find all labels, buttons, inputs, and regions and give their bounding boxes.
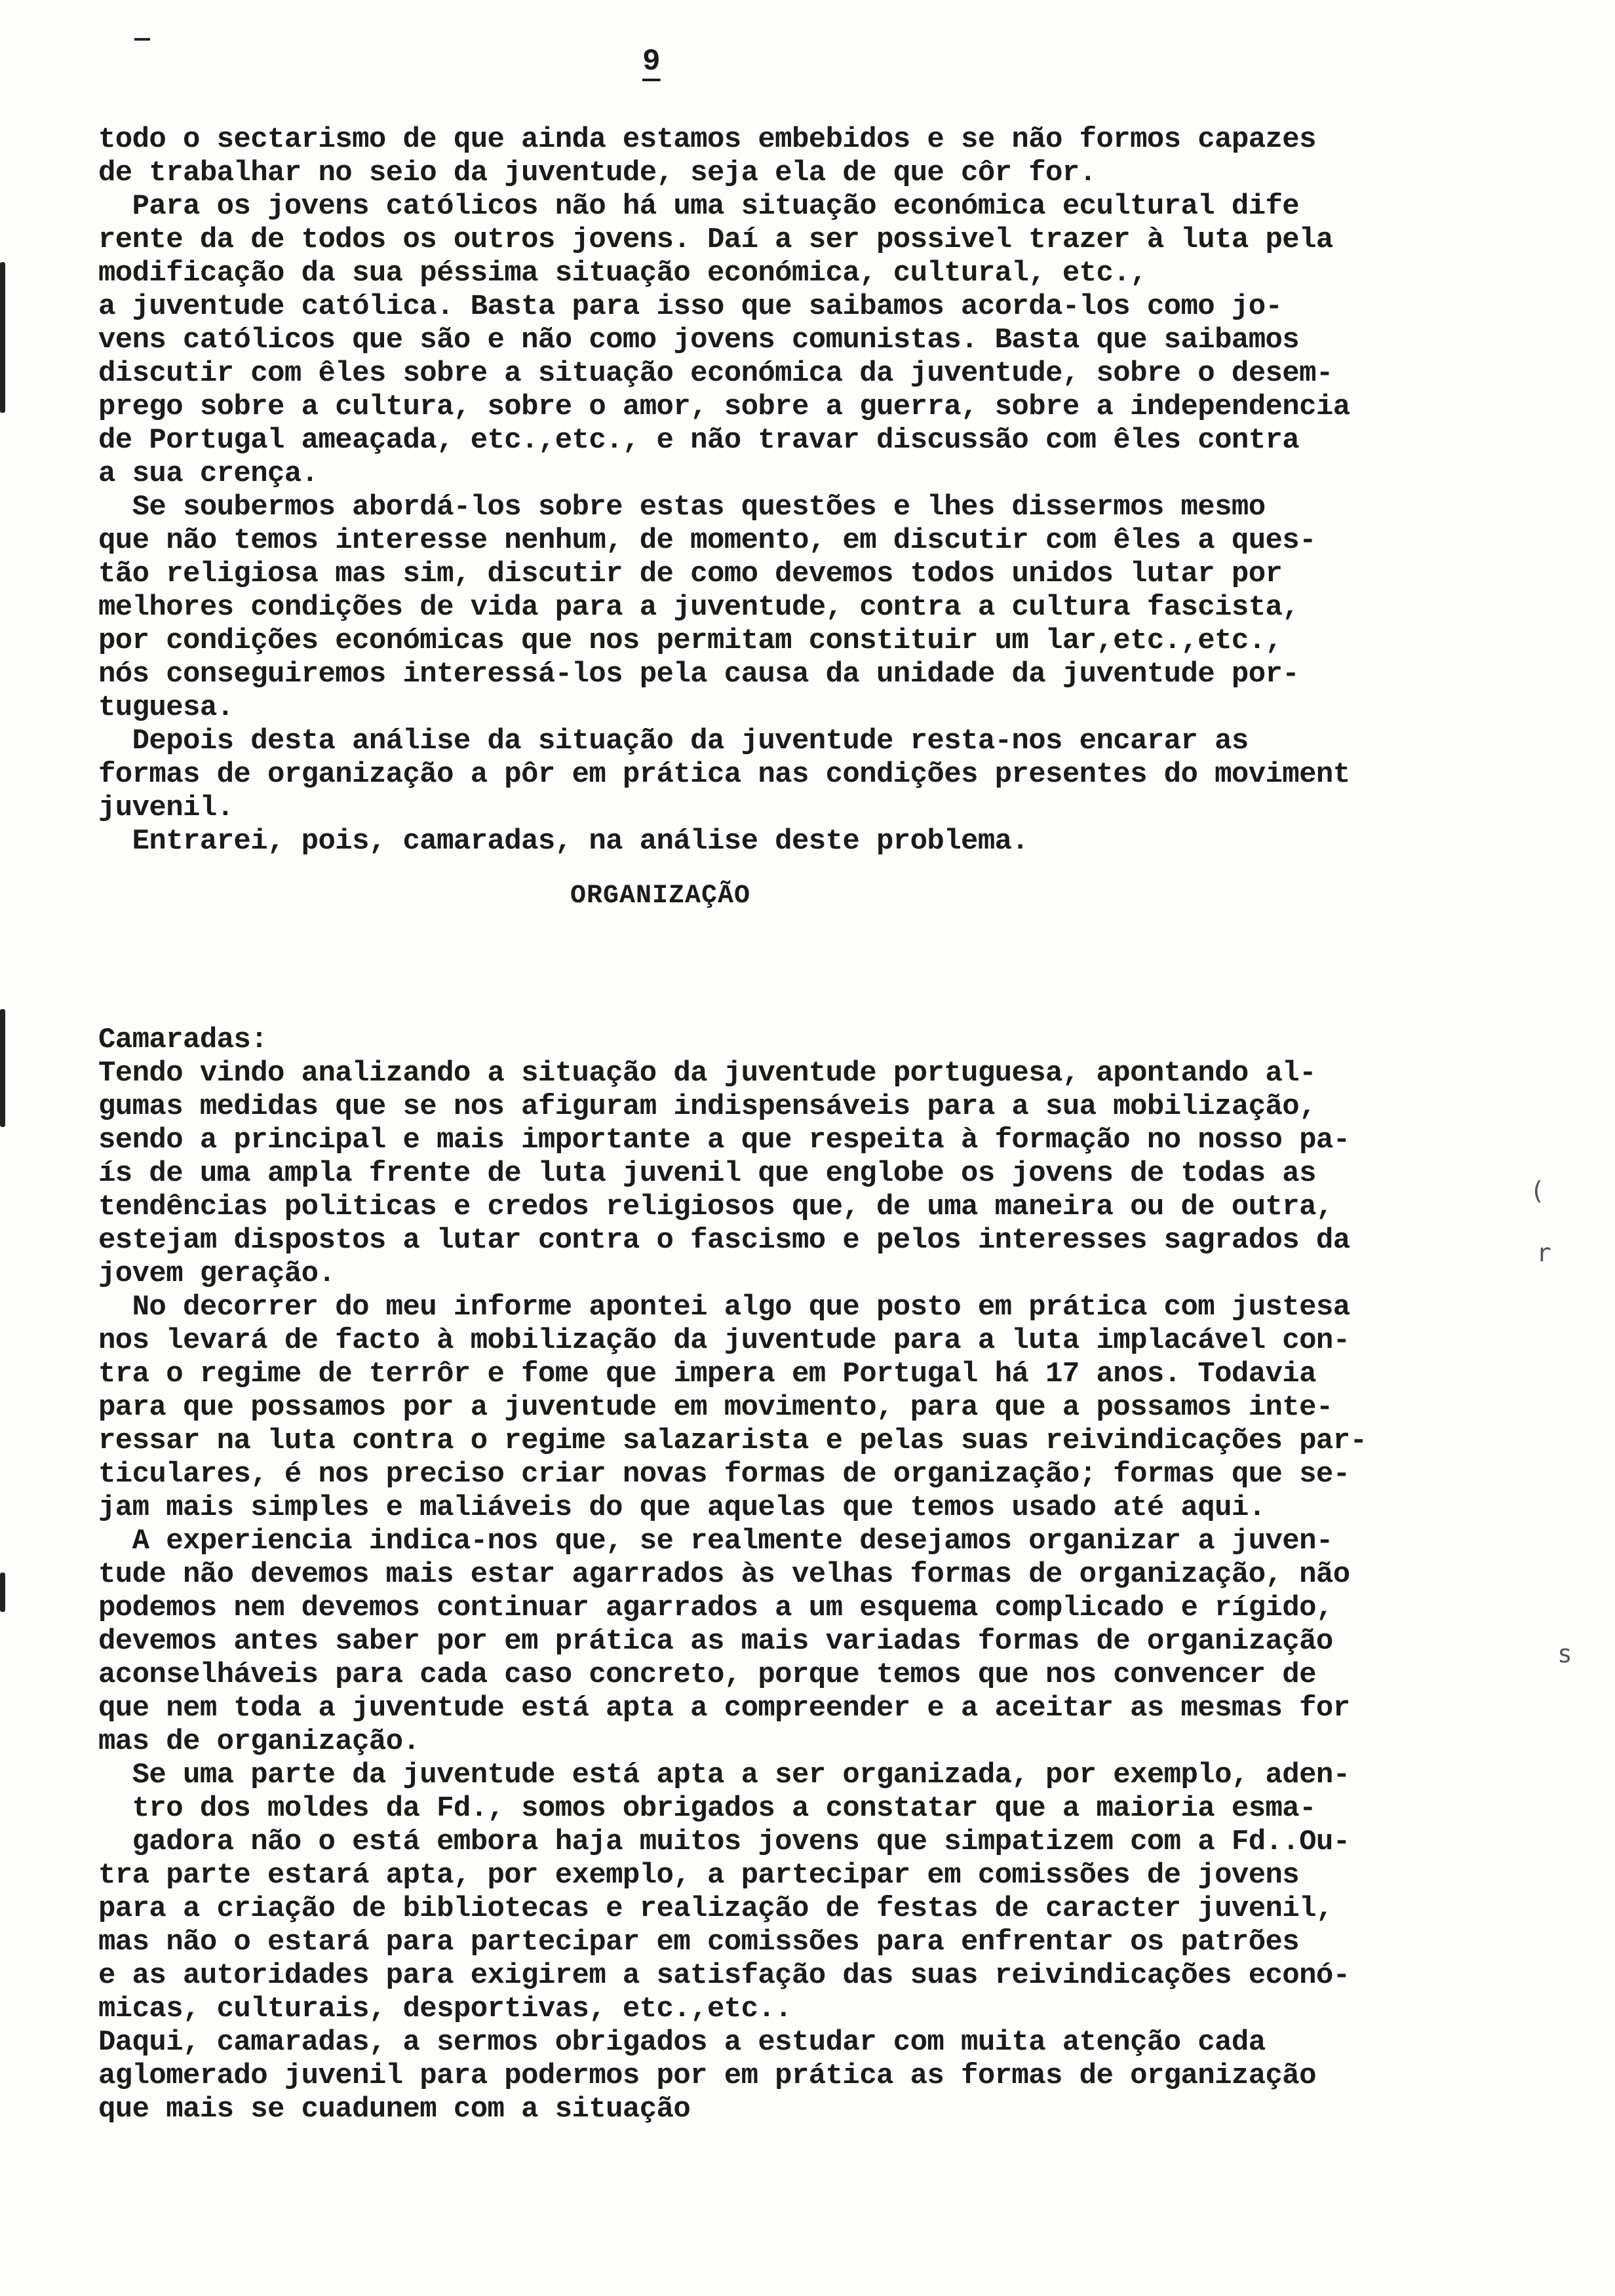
text-line: e as autoridades para exigirem a satisfação das suas reivindicações econó-: [98, 1959, 1350, 1992]
text-line: tude não devemos mais estar agarrados às velhas formas de organização, não: [98, 1558, 1350, 1591]
text-line: Entrarei, pois, camaradas, na análise deste problema.: [98, 825, 1029, 858]
text-line: jam mais simples e maliáveis do que aquelas que temos usado até aqui.: [98, 1491, 1266, 1524]
text-line: aconselháveis para cada caso concreto, porque temos que nos convencer de: [98, 1658, 1316, 1691]
margin-mark: r: [1536, 1238, 1551, 1267]
top-dash-mark: [134, 38, 150, 41]
section-intro-text: [98, 123, 1560, 858]
text-line: podemos nem devemos continuar agarrados a um esquema complicado e rígido,: [98, 1592, 1333, 1624]
binder-edge-mark: [0, 1009, 5, 1127]
text-line: jovem geração.: [98, 1257, 336, 1290]
text-line: prego sobre a cultura, sobre o amor, sobre a guerra, sobre a independencia: [98, 391, 1350, 423]
text-line: Se soubermos abordá-los sobre estas questões e lhes dissermos mesmo: [98, 491, 1266, 524]
section-organizacao-text: [98, 1024, 1560, 2126]
text-line: tão religiosa mas sim, discutir de como devemos todos unidos lutar por: [98, 558, 1283, 590]
text-line: formas de organização a pôr em prática nas condições presentes do moviment: [98, 758, 1350, 791]
text-line: tro dos moldes da Fd., somos obrigados a constatar que a maioria esma-: [98, 1792, 1316, 1825]
text-line: nos levará de facto à mobilização da juventude para a luta implacável con-: [98, 1324, 1350, 1357]
text-line: nós conseguiremos interessá-los pela causa da unidade da juventude por-: [98, 658, 1300, 691]
text-line: de trabalhar no seio da juventude, seja ela de que côr for.: [98, 157, 1097, 189]
text-line: Para os jovens católicos não há uma situação económica ecultural dife: [98, 190, 1300, 223]
binder-edge-mark: [0, 262, 5, 413]
text-line: que mais se cuadunem com a situação: [98, 2093, 691, 2126]
text-line: para a criação de bibliotecas e realização de festas de caracter juvenil,: [98, 1892, 1333, 1925]
text-line: A experiencia indica-nos que, se realmente desejamos organizar a juven-: [98, 1525, 1333, 1558]
text-line: melhores condições de vida para a juventude, contra a cultura fascista,: [98, 591, 1300, 624]
text-line: Depois desta análise da situação da juventude resta-nos encarar as: [98, 725, 1249, 757]
text-line: modificação da sua péssima situação económica, cultural, etc.,: [98, 257, 1147, 290]
text-line: devemos antes saber por em prática as mais variadas formas de organização: [98, 1625, 1333, 1658]
text-line: que nem toda a juventude está apta a compreender e a aceitar as mesmas for: [98, 1692, 1350, 1725]
text-line: a sua crença.: [98, 457, 319, 490]
binder-edge-mark: [0, 1573, 5, 1612]
margin-mark: s: [1557, 1639, 1572, 1668]
text-line: Se uma parte da juventude está apta a ser organizada, por exemplo, aden-: [98, 1759, 1350, 1791]
page-number: 9: [642, 45, 661, 79]
text-line: tendências politicas e credos religiosos que, de uma maneira ou de outra,: [98, 1191, 1333, 1223]
text-line: tuguesa.: [98, 691, 234, 724]
text-line: Camaradas:: [98, 1024, 268, 1056]
text-line: todo o sectarismo de que ainda estamos embebidos e se não formos capazes: [98, 123, 1316, 156]
text-line: rente da de todos os outros jovens. Daí a ser possivel trazer à luta pela: [98, 223, 1333, 256]
text-line: aglomerado juvenil para podermos por em prática as formas de organização: [98, 2059, 1316, 2092]
text-line: gadora não o está embora haja muitos jovens que simpatizem com a Fd..Ou-: [98, 1826, 1350, 1858]
text-line: a juventude católica. Basta para isso que saibamos acorda-los como jo-: [98, 290, 1283, 323]
text-line: No decorrer do meu informe apontei algo que posto em prática com justesa: [98, 1291, 1350, 1324]
text-line: Daqui, camaradas, a sermos obrigados a estudar com muita atenção cada: [98, 2026, 1266, 2059]
text-line: discutir com êles sobre a situação económica da juventude, sobre o desem-: [98, 357, 1333, 390]
text-line: sendo a principal e mais importante a que respeita à formação no nosso pa-: [98, 1124, 1350, 1157]
text-line: estejam dispostos a lutar contra o fascismo e pelos interesses sagrados da: [98, 1224, 1350, 1257]
text-line: por condições económicas que nos permitam constituir um lar,etc.,etc.,: [98, 624, 1283, 657]
section-heading-organizacao: ORGANIZAÇÃO: [570, 881, 751, 911]
text-line: Tendo vindo analizando a situação da juventude portuguesa, apontando al-: [98, 1057, 1316, 1090]
text-line: de Portugal ameaçada, etc.,etc., e não travar discussão com êles contra: [98, 424, 1300, 457]
text-line: tra o regime de terrôr e fome que impera em Portugal há 17 anos. Todavia: [98, 1358, 1316, 1390]
text-line: que não temos interesse nenhum, de momento, em discutir com êles a ques-: [98, 524, 1316, 557]
text-line: para que possamos por a juventude em movimento, para que a possamos inte-: [98, 1391, 1333, 1424]
text-line: ís de uma ampla frente de luta juvenil que englobe os jovens de todas as: [98, 1157, 1316, 1190]
text-line: mas de organização.: [98, 1725, 420, 1758]
text-line: micas, culturais, desportivas, etc.,etc..: [98, 1993, 792, 2025]
text-line: tra parte estará apta, por exemplo, a partecipar em comissões de jovens: [98, 1859, 1300, 1892]
margin-mark: (: [1530, 1176, 1545, 1205]
text-line: juvenil.: [98, 792, 234, 824]
text-line: mas não o estará para partecipar em comissões para enfrentar os patrões: [98, 1926, 1300, 1959]
text-line: ticulares, é nos preciso criar novas formas de organização; formas que se-: [98, 1458, 1350, 1491]
text-line: vens católicos que são e não como jovens comunistas. Basta que saibamos: [98, 324, 1300, 356]
text-line: gumas medidas que se nos afiguram indispensáveis para a sua mobilização,: [98, 1090, 1316, 1123]
text-line: ressar na luta contra o regime salazarista e pelas suas reivindicações par-: [98, 1425, 1367, 1457]
